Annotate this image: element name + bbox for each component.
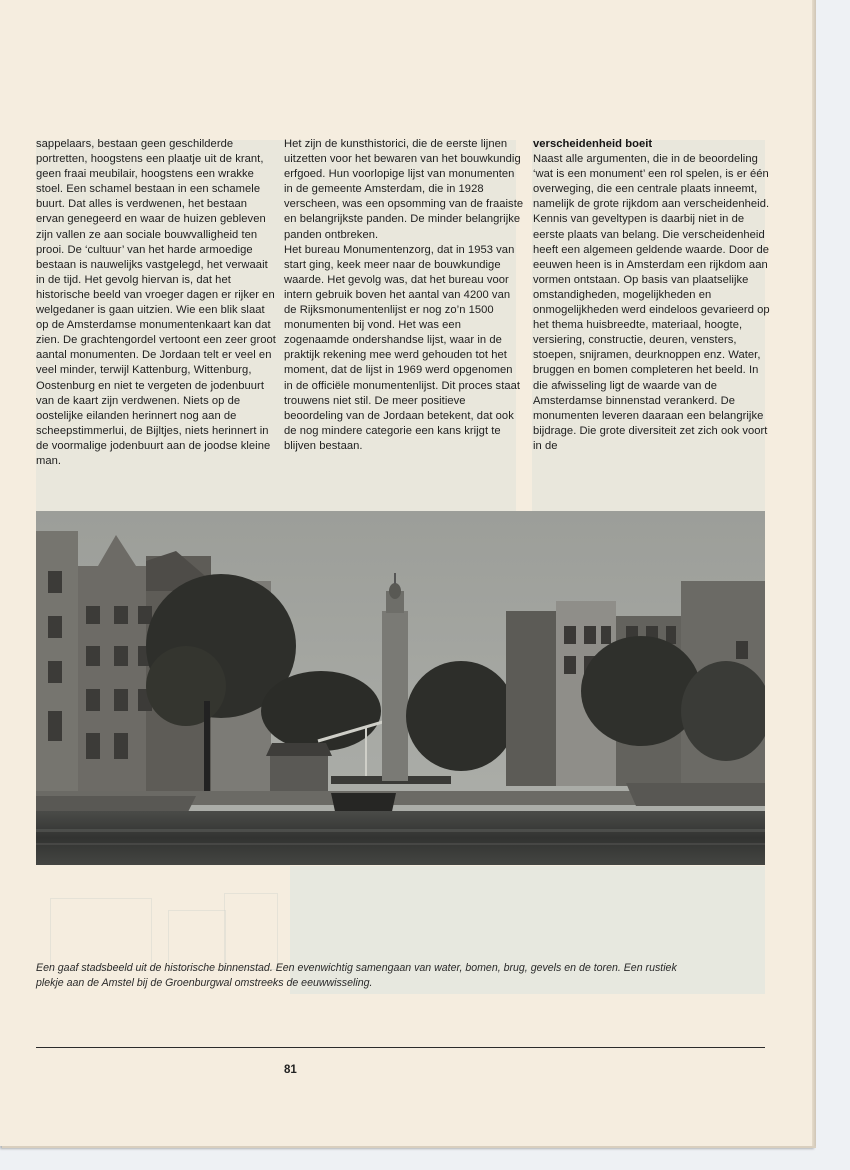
canal-photograph bbox=[36, 511, 765, 865]
caption-line-2: plekje aan de Amstel bij de Groenburgwal omstreeks de eeuwwisseling. bbox=[36, 977, 373, 989]
text-column-2 bbox=[284, 137, 524, 454]
photo-illustration bbox=[36, 511, 765, 865]
text-column-1 bbox=[36, 137, 276, 469]
text-column-3 bbox=[533, 137, 773, 454]
show-through-outline bbox=[224, 893, 278, 970]
page-edge bbox=[812, 0, 816, 1146]
page-number: 81 bbox=[284, 1064, 297, 1076]
photo-caption bbox=[36, 961, 776, 991]
footer-rule bbox=[36, 1047, 765, 1048]
paragraph: sappelaars, bestaan geen geschilderde portretten, hoogstens een plaatje uit de krant, geen fraai meubilair, hoogstens een wrakke stoel. Een schamel bestaan in een schamele buurt. Dat alles is verdwenen, het bestaan ervan genegeerd en waar de huizen gebleven zijn vallen ze aan sociale bouwvalligheid ten prooi. De ‘cultuur’ van het harde armoedige bestaan is nauwelijks vastgelegd, het verwaait in de tijd. Het gevolg hiervan is, dat het historische beeld van vroeger dagen er rijker en welgedaner is gaan uitzien. Wie een blik slaat op de Amsterdamse monumentenkaart kan dat zien. De grachtengordel vertoont een zeer groot aantal monumenten. De Jordaan telt er veel en veel minder, terwijl Kattenburg, Wittenburg, Oostenburg en niet te vergeten de jodenbuurt van de kaart zijn verdwenen. Niets op de oostelijke eilanden herinnert nog aan de scheepstimmerlui, de Bijltjes, niets herinnert in de voormalige jodenbuurt aan de joodse kleine man. bbox=[36, 138, 276, 467]
paragraph: Het zijn de kunsthistorici, die de eerste lijnen uitzetten voor het bewaren van het bouwkundig erfgoed. Hun voorlopige lijst van monumenten in de gemeente Amsterdam, die in 1928 verscheen, was een opsomming van de fraaiste en belangrijkste panden. De minder belangrijke panden ontbreken. bbox=[284, 138, 524, 241]
caption-line-1: Een gaaf stadsbeeld uit de historische binnenstad. Een evenwichtig samengaan van water, bomen, brug, gevels en de toren. Een rustiek bbox=[36, 962, 677, 974]
paragraph: Het bureau Monumentenzorg, dat in 1953 van start ging, keek meer naar de bouwkundige waarde. Het gevolg was, dat het bureau voor intern gebruik boven het aantal van 4200 van de Rijksmonumentenlijst er nog zo’n 1500 monumenten bij vond. Het was een zogenaamde ondershandse lijst, waar in de praktijk rekening mee werd gehouden tot het moment, dat de lijst in 1969 werd opgenomen in de officiële monumentenlijst. Dit proces staat trouwens niet stil. De meer positieve beoordeling van de Jordaan betekent, dat ook de nog mindere categorie een kans krijgt te blijven bestaan. bbox=[284, 243, 521, 452]
section-subheading: verscheidenheid boeit bbox=[533, 138, 653, 150]
paragraph: Kennis van geveltypen is daarbij niet in de eerste plaats van belang. Die verscheidenheid heeft een algemeen geldende waarde. Door de eeuwen heen is in Amsterdam een rijkdom aan vormen ontstaan. Op basis van plaatselijke omstandigheden, mogelijkheden en onmogelijkheden werd eindeloos gevarieerd op het thema huisbreedte, materiaal, hoogte, versiering, constructie, deuren, vensters, stoepen, snijramen, deurknoppen enz. Water, bruggen en bomen completeren het beeld. In die afwisseling ligt de waarde van de Amsterdamse binnenstad verankerd. De monumenten leveren daaraan een belangrijke bijdrage. Die grote diversiteit zet zich ook voort in de bbox=[533, 213, 770, 452]
show-through-outline bbox=[50, 898, 152, 970]
paragraph: Naast alle argumenten, die in de beoordeling ‘wat is een monument’ een rol spelen, is er één overweging, die een centrale plaats inneemt, namelijk de grote rijkdom aan verscheidenheid. bbox=[533, 153, 770, 211]
